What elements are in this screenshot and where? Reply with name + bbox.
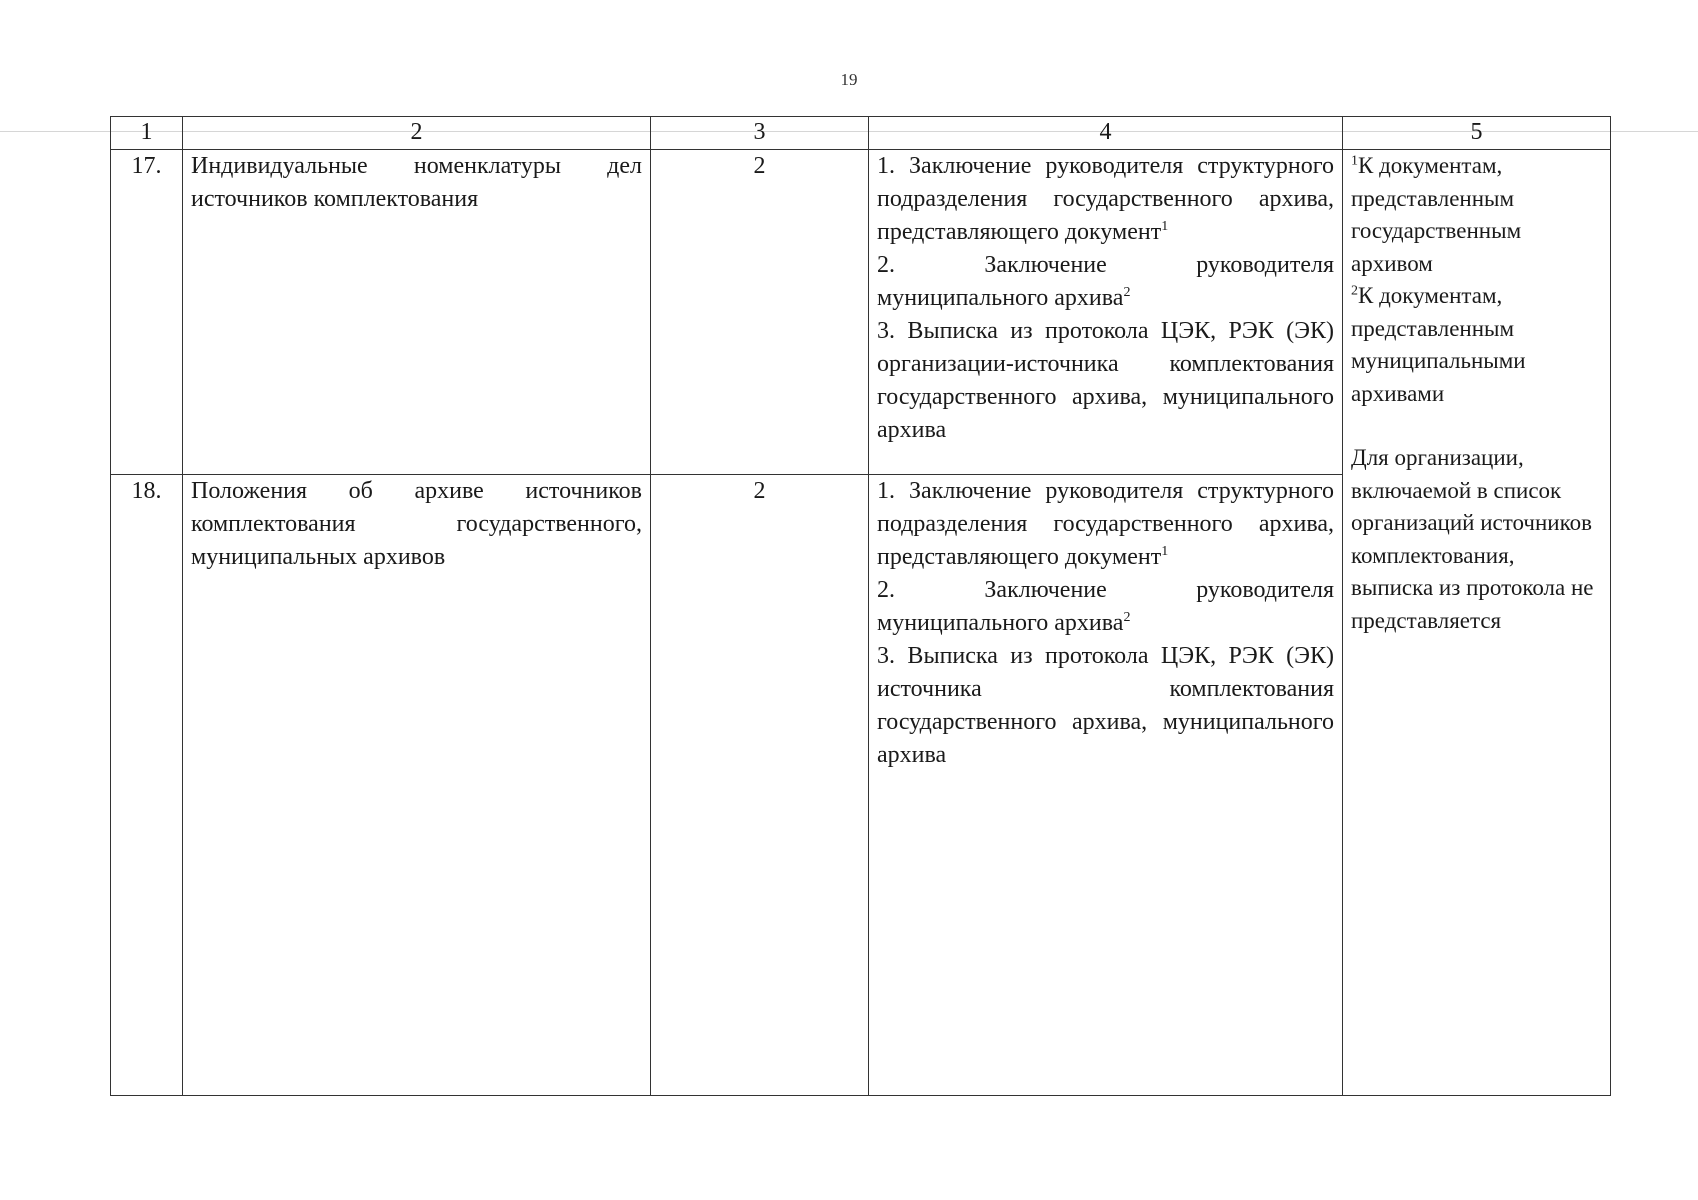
document-name: Положения об архиве источников комплектования государственного, муниципальных архивов — [183, 475, 651, 1096]
requirement-item-2: 2. Заключение руководителя муниципального архива$^2$ — [877, 577, 1334, 636]
note-1: $^1$К документам, представленным государственным архивом — [1351, 153, 1522, 276]
copy-count: 2 — [651, 150, 869, 475]
page-number: 19 — [840, 70, 858, 89]
column-number-2: 2 — [183, 117, 651, 150]
requirement-item-1: 1. Заключение руководителя структурного подразделения государственного архива, представляющего документ$^1$ — [877, 153, 1334, 245]
requirement-item-2: 2. Заключение руководителя муниципального архива$^2$ — [877, 252, 1334, 311]
note-3: Для организации, включаемой в список организаций источников комплектования, выписка из протокола не представляется — [1351, 445, 1594, 633]
row-number: 18. — [111, 475, 183, 1096]
requirement-item-3: 3. Выписка из протокола ЦЭК, РЭК (ЭК) организации-источника комплектования государственного архива, муниципального архива — [877, 318, 1334, 443]
footnote-mark-1: 1 — [1161, 544, 1169, 559]
column-number-1: 1 — [111, 117, 183, 150]
footnote-mark-2: 2 — [1123, 610, 1131, 625]
required-documents — [869, 475, 1343, 1096]
document-name: Индивидуальные номенклатуры дел источников комплектования — [183, 150, 651, 475]
requirement-item-3: 3. Выписка из протокола ЦЭК, РЭК (ЭК) источника комплектования государственного архива, муниципального архива — [877, 643, 1334, 768]
footnote-mark-1: 1 — [1351, 153, 1358, 169]
table-row-17 — [111, 150, 1611, 475]
column-number-5: 5 — [1343, 117, 1611, 150]
document-table — [110, 116, 1611, 1096]
footnote-mark-2: 2 — [1123, 285, 1131, 300]
requirement-item-1: 1. Заключение руководителя структурного подразделения государственного архива, представляющего документ$^1$ — [877, 478, 1334, 570]
required-documents — [869, 150, 1343, 475]
footnote-mark-1: 1 — [1161, 219, 1169, 234]
column-number-4: 4 — [869, 117, 1343, 150]
note-2: $^2$К документам, представленным муниципальными архивами — [1351, 283, 1526, 406]
copy-count: 2 — [651, 475, 869, 1096]
notes-column — [1343, 150, 1611, 1096]
row-number: 17. — [111, 150, 183, 475]
column-number-3: 3 — [651, 117, 869, 150]
column-number-row — [111, 117, 1611, 150]
footnote-mark-2: 2 — [1351, 283, 1358, 299]
